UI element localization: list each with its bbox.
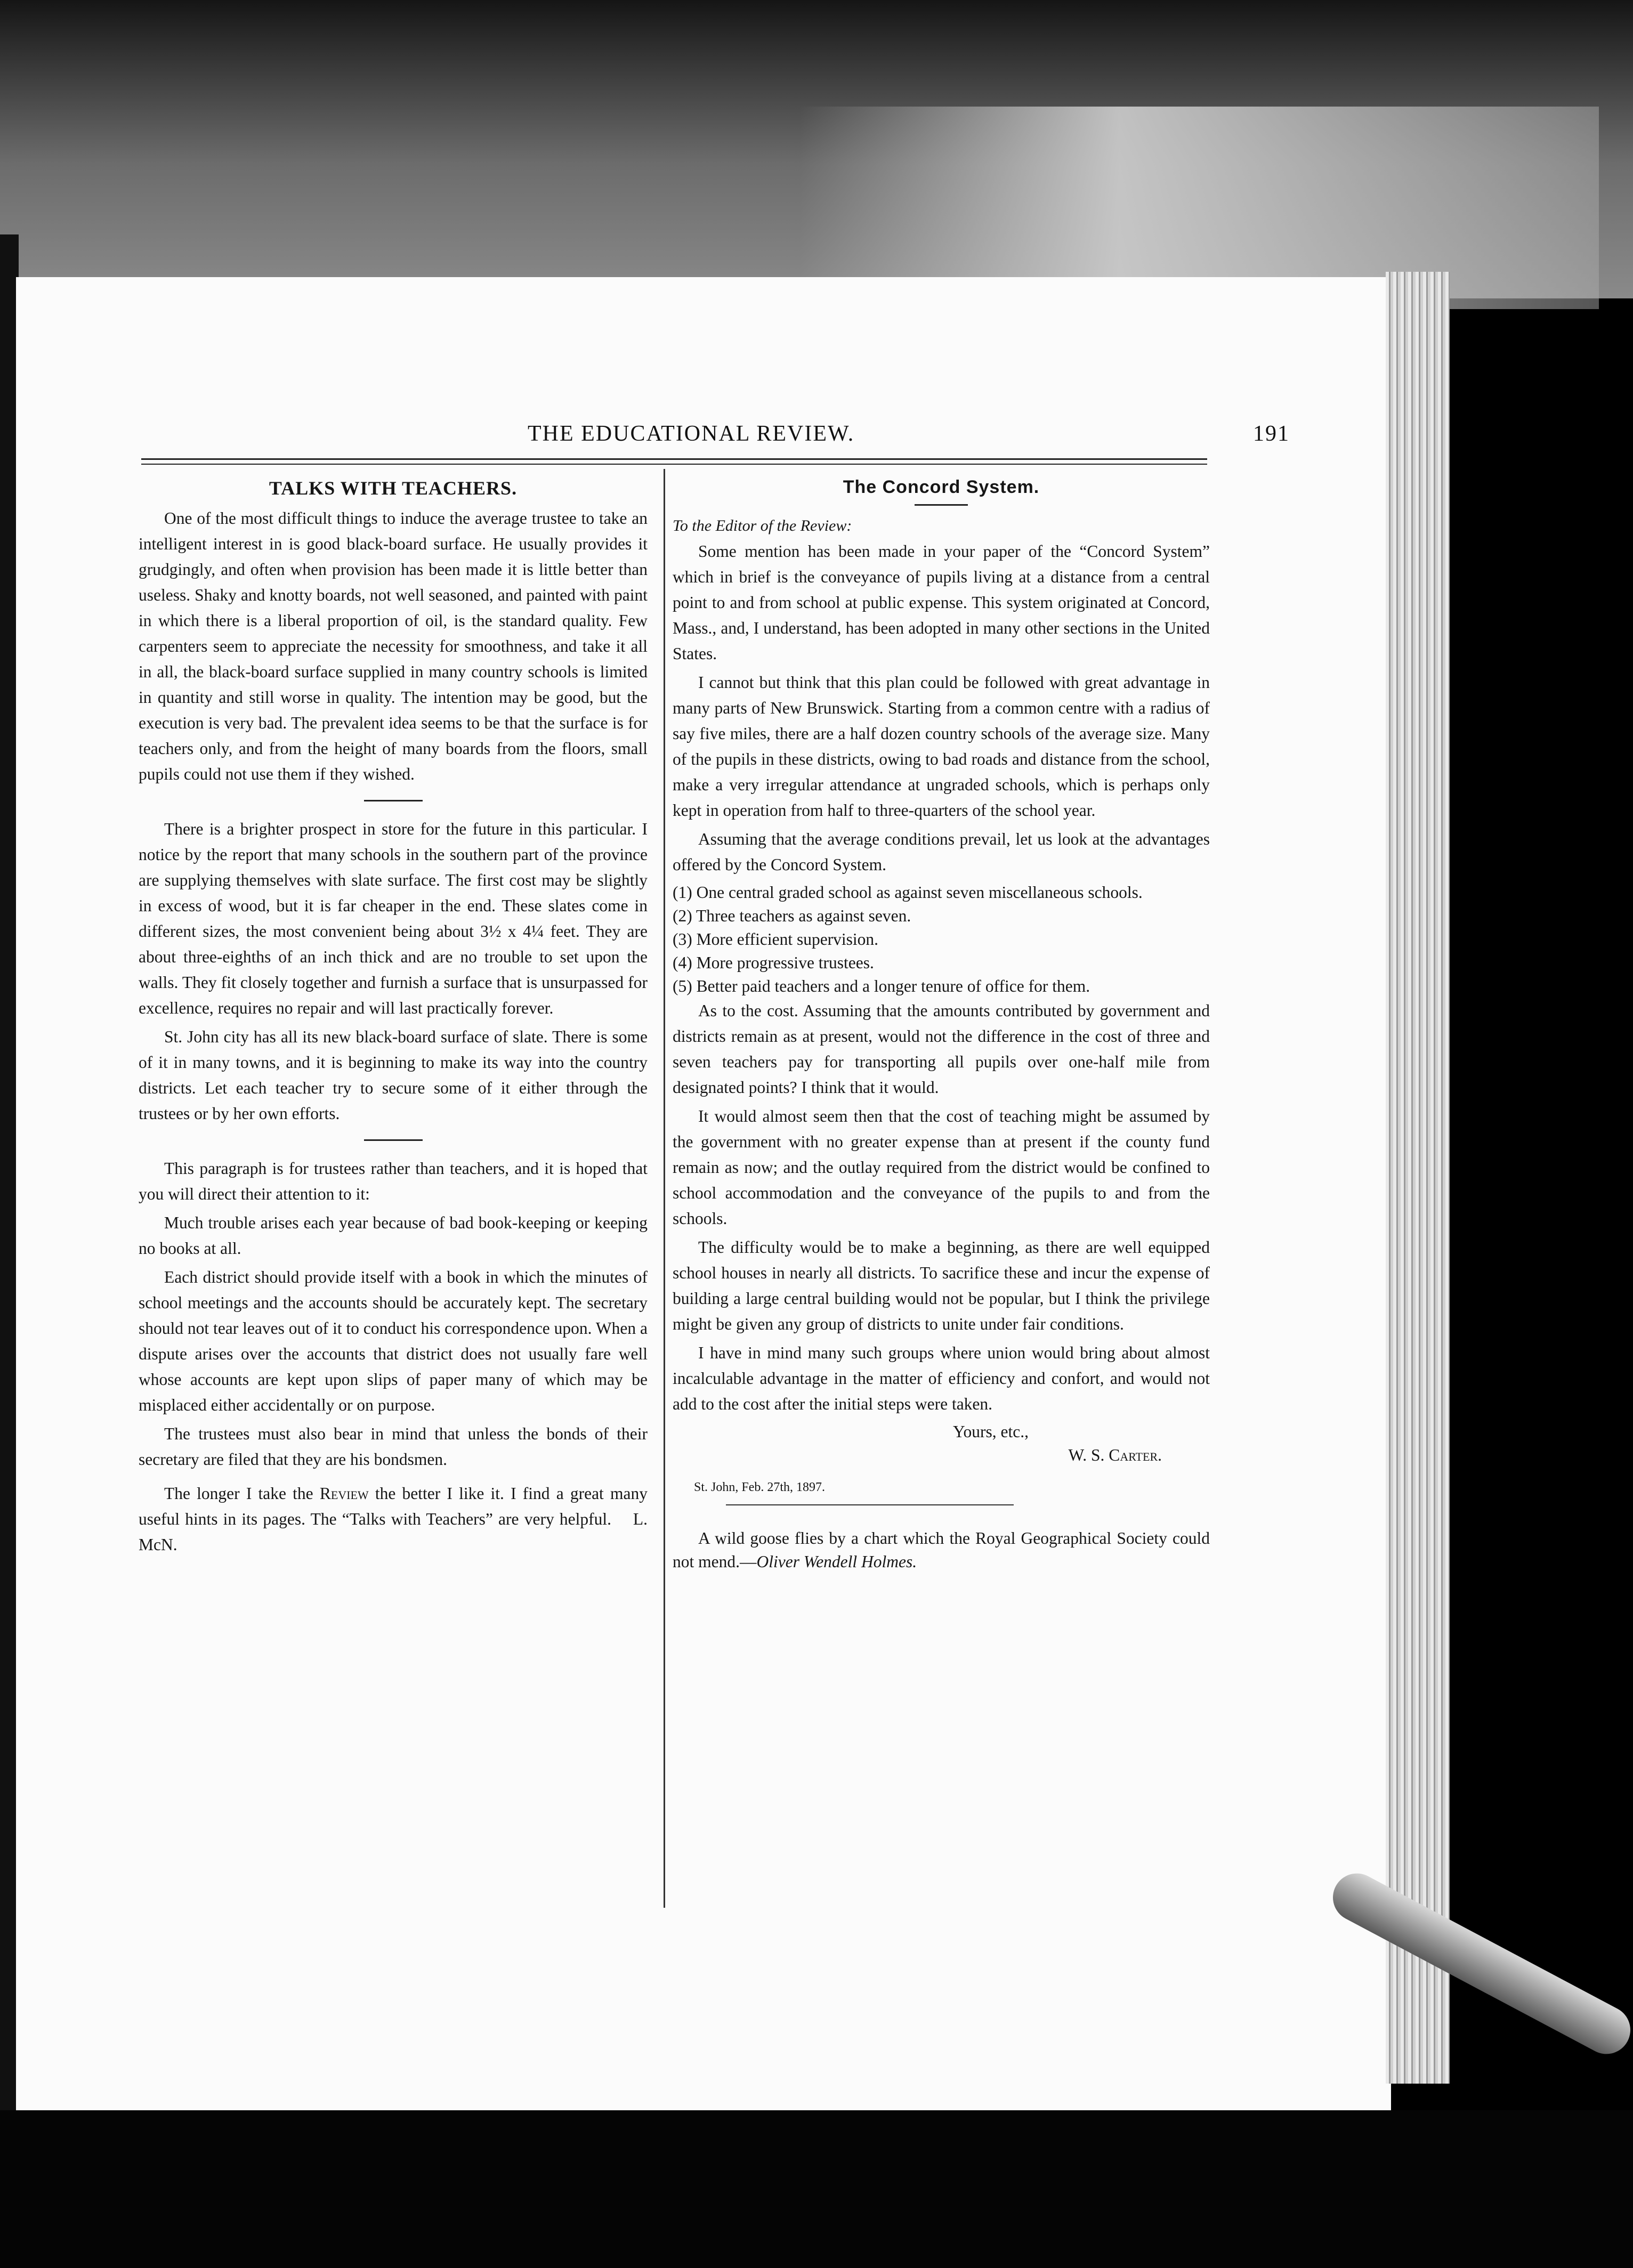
salutation: To the Editor of the Review: bbox=[673, 517, 852, 534]
article-title-concord: The Concord System. bbox=[843, 477, 1040, 497]
paragraph: Assuming that the average conditions prevail, let us look at the advantages offered by the Concord System. bbox=[673, 830, 1210, 874]
paragraph: This paragraph is for trustees rather than teachers, and it is hoped that you will direct their attention to it: bbox=[139, 1159, 648, 1203]
book-page bbox=[16, 277, 1391, 2110]
left-column bbox=[139, 477, 648, 1561]
letter-text: The longer I take the bbox=[164, 1484, 320, 1503]
header-rule bbox=[141, 458, 1207, 460]
paragraph: I have in mind many such groups where union would bring about almost incalculable advantage in the matter of efficiency and confort, and would not add to the cost after the initial steps were taken. bbox=[673, 1343, 1210, 1413]
paragraph: One of the most difficult things to induce the average trustee to take an intelligent interest in is good black-board surface. He usually provides it grudgingly, and often when provision has been made it is little better than useless. Shaky and knotty boards, not well seasoned, and painted with paint in which there is a liberal proportion of oil, is the standard quality. Few carpenters seem to appreciate the necessity for smoothness, and take it all in all, the black-board surface supplied in many country schools is limited in quantity and still worse in quality. The intention may be good, but the execution is very bad. The prevalent idea seems to be that the surface is for teachers only, and from the height of many boards from the floors, small pupils could not use them if they wished. bbox=[139, 509, 648, 783]
letter-signature: L. McN. bbox=[139, 1510, 648, 1554]
paragraph: The difficulty would be to make a beginning, as there are well equipped school houses in nearly all districts. To sacrifice these and incur the expense of building a large central building would not be popular, but I think the privilege might be given any group of districts to unite under fair conditions. bbox=[673, 1238, 1210, 1333]
section-divider bbox=[364, 800, 423, 801]
quote-author: Oliver Wendell Holmes. bbox=[756, 1552, 917, 1571]
list-item: (3) More efficient supervision. bbox=[673, 930, 879, 949]
list-item: (4) More progressive trustees. bbox=[673, 953, 874, 972]
right-column bbox=[673, 477, 1210, 1574]
paragraph: Each district should provide itself with a book in which the minutes of school meetings and the accounts should be accurately kept. The secretary should not tear leaves out of it to conduct his correspondence upon. When a dispute arises over the accounts that district does not usually fare well whose accounts are kept upon slips of paper many of which may be misplaced either accidentally or on purpose. bbox=[139, 1268, 648, 1414]
paragraph: Some mention has been made in your paper of the “Concord System” which in brief is the conveyance of pupils living at a distance from a central point to and from school at public expense. This system originated at Concord, Mass., and, I understand, has been adopted in many other sections in the United States. bbox=[673, 542, 1210, 663]
letter-signature: W. S. Carter. bbox=[1068, 1446, 1162, 1464]
title-rule bbox=[915, 504, 968, 506]
book-page-edges bbox=[1386, 272, 1450, 2084]
running-header bbox=[496, 421, 1290, 453]
closing: Yours, etc., bbox=[952, 1422, 1029, 1441]
list-item: (1) One central graded school as against seven miscellaneous schools. bbox=[673, 883, 1143, 902]
quote-text: A wild goose flies by a chart which the Royal Geographical Society could not mend.— bbox=[673, 1529, 1210, 1571]
header-rule-secondary bbox=[141, 464, 1207, 465]
article-title-talks: TALKS WITH TEACHERS. bbox=[269, 477, 518, 499]
page-number: 191 bbox=[1253, 422, 1290, 446]
paragraph: It would almost seem then that the cost of teaching might be assumed by the government with no greater expense than at present if the county fund remain as now; and the outlay required from the district would be confined to school accommodation and the conveyance of the pupils to and from the schools. bbox=[673, 1107, 1210, 1228]
paragraph: I cannot but think that this plan could be followed with great advantage in many parts of New Brunswick. Starting from a common centre with a radius of say five miles, there are a half dozen country schools of the average size. Many of the pupils in these districts, owing to bad roads and distance from the school, make a very irregular attendance at ungraded schools, which is perhaps only kept in operation from half to three-quarters of the school year. bbox=[673, 673, 1210, 820]
journal-title: THE EDUCATIONAL REVIEW. bbox=[528, 422, 855, 446]
paragraph: Much trouble arises each year because of bad book-keeping or keeping no books at all. bbox=[139, 1213, 648, 1258]
paragraph: The trustees must also bear in mind that unless the bonds of their secretary are filed that they are his bondsmen. bbox=[139, 1424, 648, 1469]
quotation bbox=[673, 1527, 1210, 1574]
review-name: Review bbox=[319, 1484, 369, 1503]
dateline-rule bbox=[726, 1504, 1014, 1505]
paragraph: There is a brighter prospect in store for the future in this particular. I notice by the report that many schools in the southern part of the province are supplying themselves with slate surface. The first cost may be slightly in excess of wood, but it is far cheaper in the end. These slates come in different sizes, the most convenient being about 3½ x 4¼ feet. They are about three-eighths of an inch thick and are no trouble to set upon the walls. They fit closely together and furnish a surface that is unsurpassed for excellence, requires no repair and will last practically forever. bbox=[139, 820, 648, 1017]
advantages-list bbox=[673, 881, 1210, 998]
letter-text: the better I like it. I find a great many useful hints in its pages. The “Talks with Teachers” are very helpful. bbox=[139, 1484, 648, 1528]
list-item: (2) Three teachers as against seven. bbox=[673, 906, 911, 925]
paragraph: St. John city has all its new black-board surface of slate. There is some of it in many towns, and it is beginning to make its way into the country districts. Let each teacher try to secure some of it either through the trustees or by her own efforts. bbox=[139, 1027, 648, 1123]
section-divider bbox=[364, 1139, 423, 1141]
reader-letter bbox=[139, 1481, 648, 1558]
paragraph: As to the cost. Assuming that the amounts contributed by government and districts remain as at present, would not the difference in the cost of three and seven teachers pay for transporting all pupils over one-half mile from designated points? I think that it would. bbox=[673, 1001, 1210, 1097]
column-divider bbox=[664, 469, 665, 1908]
scan-background-bottom bbox=[0, 2110, 1633, 2268]
dateline: St. John, Feb. 27th, 1897. bbox=[694, 1480, 826, 1494]
list-item: (5) Better paid teachers and a longer tenure of office for them. bbox=[673, 977, 1090, 995]
